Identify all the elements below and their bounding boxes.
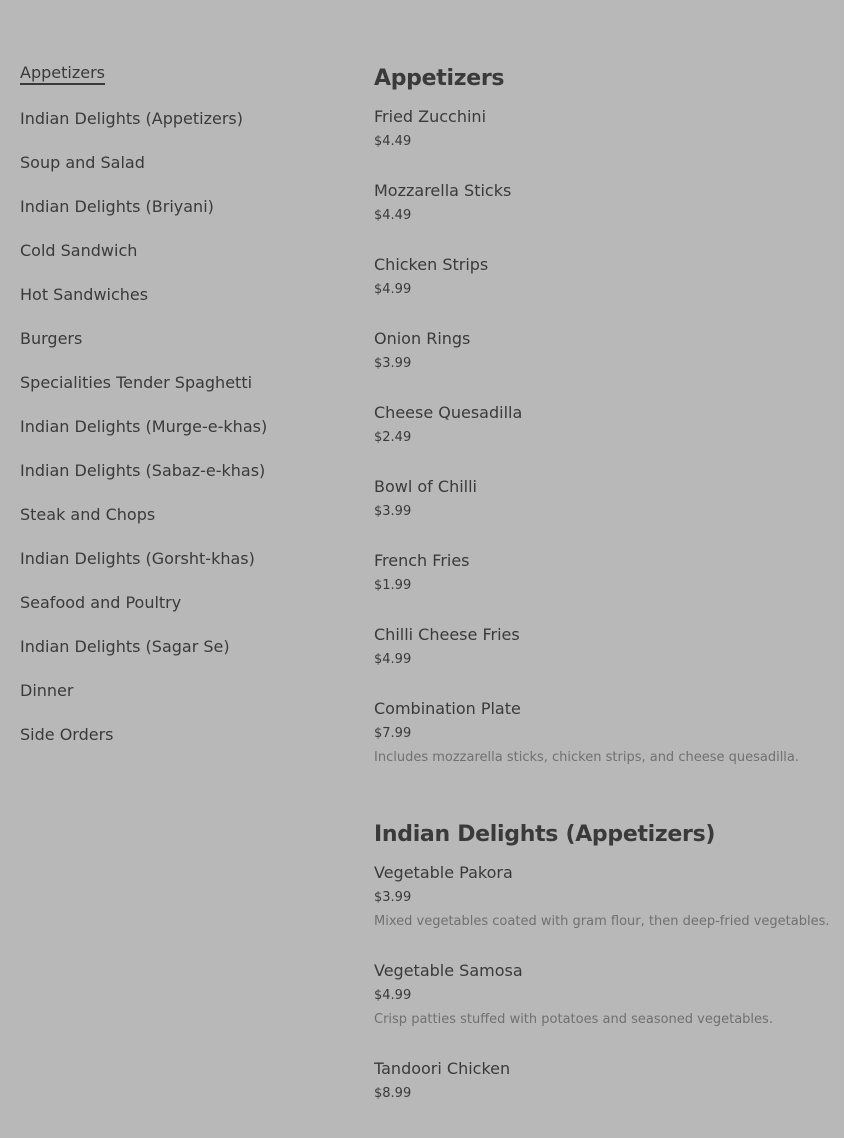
menu-item-name: Onion Rings xyxy=(374,329,471,348)
menu-item[interactable] xyxy=(374,254,834,302)
menu-item-price: $4.99 xyxy=(374,282,412,297)
menu-section-indian-delights-appetizers xyxy=(374,820,834,1106)
menu-item-price: $3.99 xyxy=(374,890,412,905)
menu-item-price: $8.99 xyxy=(374,1086,412,1101)
menu-item-price: $3.99 xyxy=(374,504,412,519)
menu-item[interactable] xyxy=(374,106,834,154)
menu-item-name: Vegetable Samosa xyxy=(374,961,523,980)
menu-item-description: Includes mozzarella sticks, chicken strips, and cheese quesadilla. xyxy=(374,750,800,765)
menu-item[interactable] xyxy=(374,328,834,376)
menu-item[interactable] xyxy=(374,1058,834,1106)
menu-item[interactable] xyxy=(374,698,834,770)
menu-item-name: Vegetable Pakora xyxy=(374,863,513,882)
sidebar-item-indian-delights-sabaz-e-khas[interactable]: Indian Delights (Sabaz-e-khas) xyxy=(20,461,266,480)
menu-item[interactable] xyxy=(374,862,834,934)
menu-item-price: $1.99 xyxy=(374,578,412,593)
section-title: Indian Delights (Appetizers) xyxy=(374,822,716,847)
menu-item-name: Chilli Cheese Fries xyxy=(374,625,520,644)
menu-item-name: Cheese Quesadilla xyxy=(374,403,523,422)
menu-item[interactable] xyxy=(374,550,834,598)
sidebar-item-hot-sandwiches[interactable]: Hot Sandwiches xyxy=(20,285,149,304)
menu-item-price: $4.49 xyxy=(374,134,412,149)
menu-item-description: Crisp patties stuffed with potatoes and seasoned vegetables. xyxy=(374,1012,773,1027)
menu-item-description: Mixed vegetables coated with gram flour, then deep-fried vegetables. xyxy=(374,914,830,929)
menu-item-name: Mozzarella Sticks xyxy=(374,181,512,200)
sidebar-item-seafood-and-poultry[interactable]: Seafood and Poultry xyxy=(20,593,182,612)
sidebar-item-burgers[interactable]: Burgers xyxy=(20,329,83,348)
sidebar-item-appetizers[interactable]: Appetizers xyxy=(20,62,340,108)
menu-section-appetizers xyxy=(374,64,834,770)
sidebar-item-cold-sandwich[interactable]: Cold Sandwich xyxy=(20,241,138,260)
menu-item-price: $7.99 xyxy=(374,726,412,741)
category-sidebar xyxy=(20,62,340,768)
menu-item-name: Combination Plate xyxy=(374,699,521,718)
sidebar-item-indian-delights-briyani[interactable]: Indian Delights (Briyani) xyxy=(20,197,214,216)
menu-item[interactable] xyxy=(374,960,834,1032)
menu-item-name: Fried Zucchini xyxy=(374,107,487,126)
sidebar-item-side-orders[interactable]: Side Orders xyxy=(20,725,114,744)
menu-item-name: Bowl of Chilli xyxy=(374,477,477,496)
menu-item[interactable] xyxy=(374,476,834,524)
menu-item-name: Chicken Strips xyxy=(374,255,489,274)
sidebar-item-indian-delights-gorsht-khas[interactable]: Indian Delights (Gorsht-khas) xyxy=(20,549,255,568)
menu-content xyxy=(374,64,834,1132)
menu-item[interactable] xyxy=(374,624,834,672)
sidebar-item-steak-and-chops[interactable]: Steak and Chops xyxy=(20,505,156,524)
menu-item-price: $4.99 xyxy=(374,652,412,667)
sidebar-item-indian-delights-murge-e-khas[interactable]: Indian Delights (Murge-e-khas) xyxy=(20,417,268,436)
menu-item-price: $4.49 xyxy=(374,208,412,223)
menu-item-name: French Fries xyxy=(374,551,470,570)
sidebar-item-indian-delights-sagar-se[interactable]: Indian Delights (Sagar Se) xyxy=(20,637,230,656)
menu-item[interactable] xyxy=(374,402,834,450)
sidebar-item-indian-delights-appetizers[interactable]: Indian Delights (Appetizers) xyxy=(20,109,243,128)
menu-item-name: Tandoori Chicken xyxy=(374,1059,511,1078)
section-title: Appetizers xyxy=(374,66,505,91)
sidebar-item-dinner[interactable]: Dinner xyxy=(20,681,74,700)
sidebar-item-specialities-tender-spaghetti[interactable]: Specialities Tender Spaghetti xyxy=(20,373,253,392)
menu-item-price: $4.99 xyxy=(374,988,412,1003)
menu-item-price: $2.49 xyxy=(374,430,412,445)
sidebar-item-soup-and-salad[interactable]: Soup and Salad xyxy=(20,153,145,172)
menu-item-price: $3.99 xyxy=(374,356,412,371)
menu-item[interactable] xyxy=(374,180,834,228)
